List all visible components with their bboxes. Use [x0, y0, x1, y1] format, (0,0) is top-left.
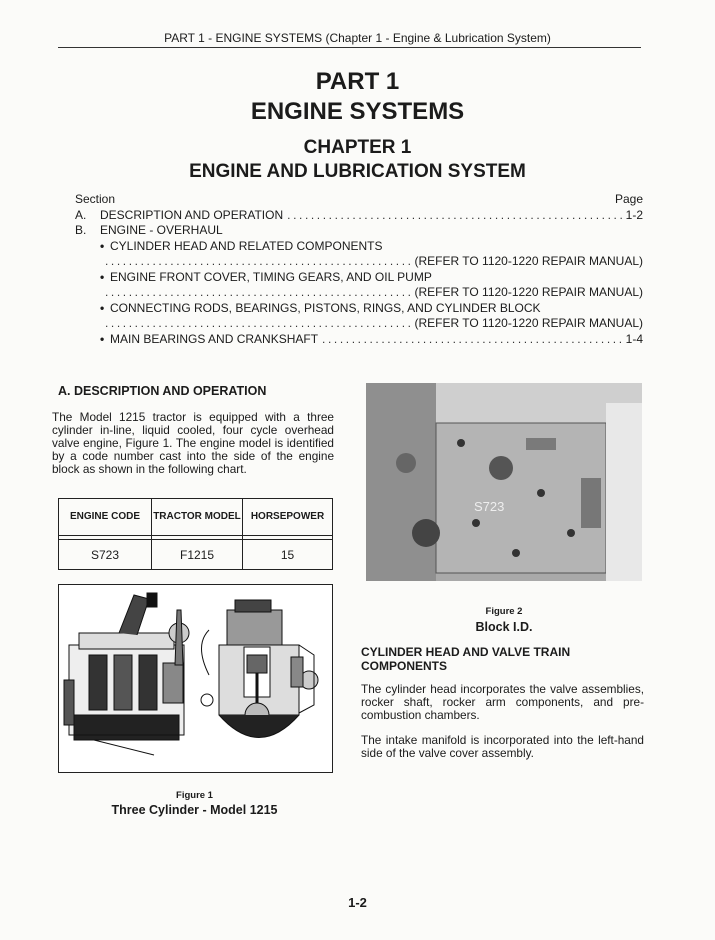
table-cell: S723 [59, 540, 152, 570]
table-header-cell: TRACTOR MODEL [152, 499, 243, 536]
toc-entry-page: 1-2 [625, 207, 643, 222]
toc-subitem-text: CONNECTING RODS, BEARINGS, PISTONS, RINGS, AND CYLINDER BLOCK [110, 300, 541, 315]
toc-subitem-page: 1-4 [625, 331, 643, 346]
figure-1-number: Figure 1 [176, 790, 213, 801]
toc-subitem [75, 270, 643, 286]
toc-leader-dots [322, 332, 622, 348]
intake-manifold-paragraph: The intake manifold is incorporated into the left-hand side of the valve cover assembly. [361, 733, 644, 760]
cylinder-head-paragraph: The cylinder head incorporates the valve assemblies, rocker shaft, rocker arm components, and pre-combustion chambers. [361, 682, 644, 722]
toc-leader-dots [105, 316, 410, 332]
toc-subitem-ref [105, 285, 643, 301]
section-heading: A. DESCRIPTION AND OPERATION [58, 384, 267, 398]
toc-section-label: Section [75, 192, 116, 206]
table-row [59, 540, 333, 570]
toc-subitem-reference: (REFER TO 1120-1220 REPAIR MANUAL) [414, 285, 643, 299]
toc-entry-a [75, 208, 643, 224]
chapter-subtitle: ENGINE AND LUBRICATION SYSTEM [189, 161, 526, 182]
toc-subitem-reference: (REFER TO 1120-1220 REPAIR MANUAL) [414, 254, 643, 268]
bullet-icon: • [100, 300, 105, 315]
header-rule [58, 47, 641, 48]
table-cell: 15 [243, 540, 333, 570]
block-code-label: S723 [474, 499, 505, 514]
toc-subitem [75, 332, 643, 348]
toc-entry-text: ENGINE - OVERHAUL [100, 223, 223, 237]
toc-subitem-ref [105, 254, 643, 270]
toc-subitem-text: ENGINE FRONT COVER, TIMING GEARS, AND OIL PUMP [110, 269, 432, 284]
toc-subitem [75, 239, 643, 255]
toc-subitem-reference: (REFER TO 1120-1220 REPAIR MANUAL) [414, 316, 643, 330]
table-cell: F1215 [152, 540, 243, 570]
toc-subitem-ref [105, 316, 643, 332]
engine-code-table [58, 498, 333, 570]
toc-leader-dots [105, 254, 410, 270]
running-header: PART 1 - ENGINE SYSTEMS (Chapter 1 - Engine & Lubrication System) [164, 31, 551, 45]
figure-2-title: Block I.D. [475, 620, 533, 634]
engine-drawing-icon [59, 585, 332, 772]
toc-leader-dots [105, 285, 410, 301]
toc-entry-b [75, 223, 643, 239]
figure-1-title: Three Cylinder - Model 1215 [111, 803, 278, 817]
figure-1-illustration [58, 584, 333, 773]
toc-letter: A. [75, 207, 87, 222]
toc-entry-text: DESCRIPTION AND OPERATION [100, 207, 284, 222]
toc-header [75, 192, 643, 208]
figure-2-photo [366, 383, 642, 581]
toc-subitem-text: CYLINDER HEAD AND RELATED COMPONENTS [110, 238, 383, 253]
table-header-row [59, 499, 333, 536]
toc-subitem-text: MAIN BEARINGS AND CRANKSHAFT [110, 331, 319, 346]
chapter-title: CHAPTER 1 [303, 137, 412, 158]
bullet-icon: • [100, 269, 105, 284]
toc-leader-dots [287, 208, 622, 224]
toc-page-label: Page [614, 192, 643, 206]
toc-letter: B. [75, 223, 87, 237]
table-header-cell: HORSEPOWER [243, 499, 333, 536]
engine-block-photo-icon [366, 383, 642, 581]
table-header-cell: ENGINE CODE [59, 499, 152, 536]
part-subtitle: ENGINE SYSTEMS [250, 98, 465, 125]
part-title: PART 1 [315, 68, 400, 95]
figure-2-number: Figure 2 [485, 606, 523, 617]
section-paragraph: The Model 1215 tractor is equipped with a three cylinder in-line, liquid cooled, four cycle overhead valve engine, Figure 1. The engine model is identified by a code number cast into the side of the engine block as shown in the following chart. [52, 410, 334, 476]
toc-subitem [75, 301, 643, 317]
table-of-contents [75, 192, 643, 347]
page-number: 1-2 [348, 895, 367, 910]
bullet-icon: • [100, 331, 105, 346]
bullet-icon: • [100, 238, 105, 253]
cylinder-head-heading: CYLINDER HEAD AND VALVE TRAIN COMPONENTS [361, 645, 571, 673]
